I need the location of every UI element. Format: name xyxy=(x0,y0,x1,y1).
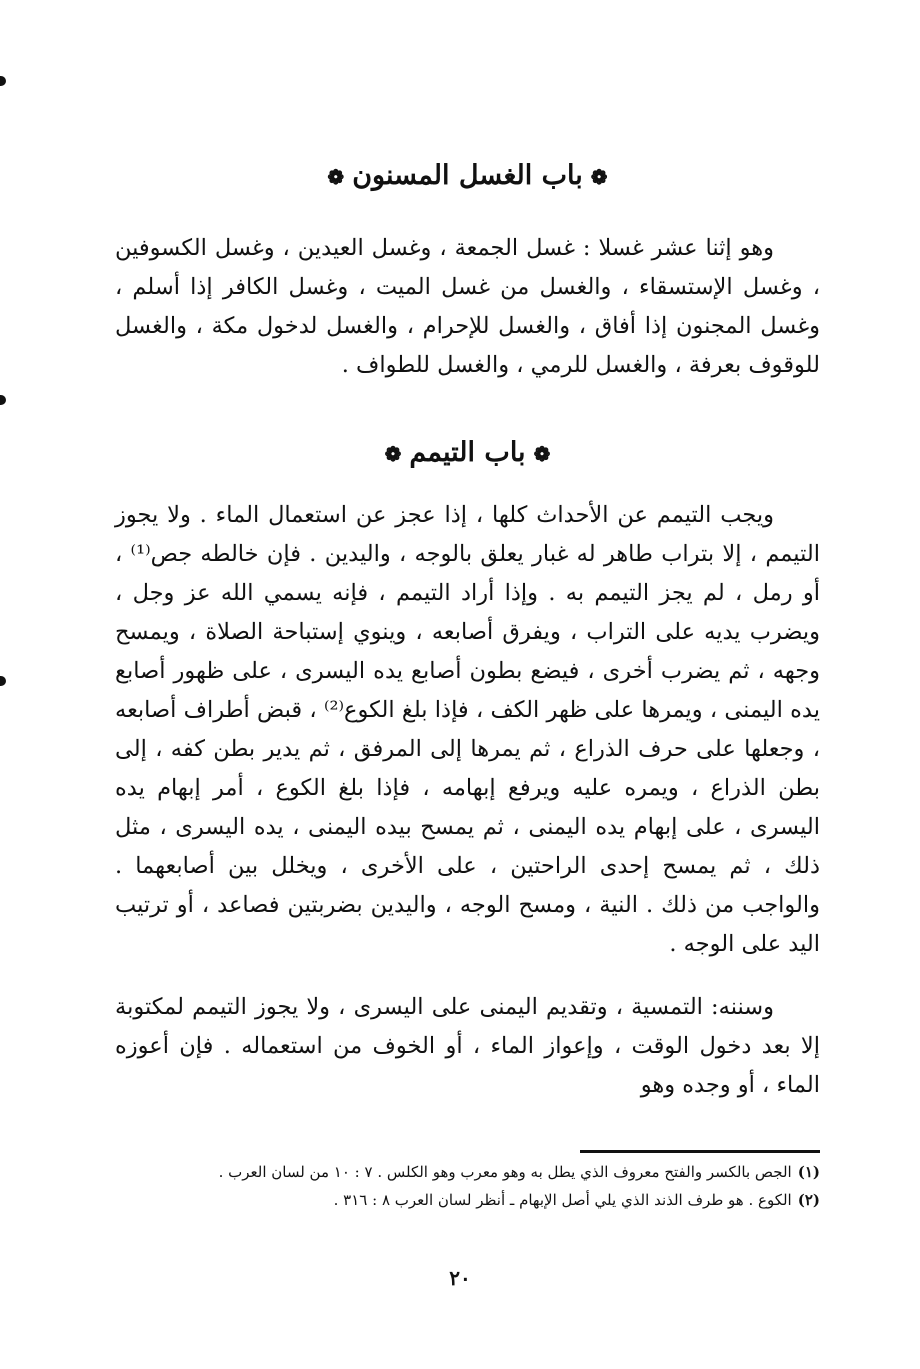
footnote xyxy=(180,1186,820,1214)
margin-mark xyxy=(0,395,6,405)
ornament-icon: ❁ xyxy=(533,441,551,466)
footnote-number: (١) xyxy=(797,1163,820,1181)
ornament-icon: ❁ xyxy=(327,164,345,189)
section-paragraph: وسننه: التمسية ، وتقديم اليمنى على اليسرى ، ولا يجوز التيمم لمكتوبة إلا بعد دخول الوقت ، وإعواز الماء ، أو الخوف من استعماله . فإن أعوزه الماء ، أو وجده وهو xyxy=(115,994,820,1099)
margin-mark xyxy=(0,76,6,86)
section-heading xyxy=(115,435,820,470)
section-paragraph: وهو إثنا عشر غسلا : غسل الجمعة ، وغسل العيدين ، وغسل الكسوفين ، وغسل الإستسقاء ، والغسل من غسل الميت ، وغسل الكافر إذا أسلم ، وغسل المجنون إذا أفاق ، والغسل للإحرام ، والغسل لدخول مكة ، والغسل للوقوف بعرفة ، والغسل للرمي ، والغسل للطواف . xyxy=(115,235,820,379)
footnote-text: الكوع . هو طرف الذند الذي يلي أصل الإبهام ـ أنظر لسان العرب ٨ : ٣١٦ . xyxy=(333,1191,792,1209)
footnote-text: الجص بالكسر والفتح معروف الذي يطل به وهو معرب وهو الكلس . ٧ : ١٠ من لسان العرب . xyxy=(218,1163,792,1181)
ornament-icon: ❁ xyxy=(384,441,402,466)
footnote-number: (٢) xyxy=(797,1191,820,1209)
footnote xyxy=(180,1158,820,1186)
section-paragraph: ويجب التيمم عن الأحداث كلها ، إذا عجز عن استعمال الماء . ولا يجوز التيمم ، إلا بتراب طاهر له غبار يعلق بالوجه ، واليدين . فإن خالطه جص⁽¹⁾ ، أو رمل ، لم يجز التيمم به . وإذا أراد التيمم ، فإنه يسمي الله عز وجل ، ويضرب يديه على التراب ، ويفرق أصابعه ، وينوي إستباحة الصلاة ، ويمسح وجهه ، ثم يضرب أخرى ، فيضع بطون أصابع يده اليسرى ، على ظهور أصابع يده اليمنى ، ويمرها على ظهر الكف ، فإذا بلغ الكوع⁽²⁾ ، قبض أطراف أصابعه ، وجعلها على حرف الذراع ، ثم يمرها إلى المرفق ، ثم يدير بطن كفه ، إلى بطن الذراع ، ويمره عليه ويرفع إبهامه ، فإذا بلغ الكوع ، أمر إبهام يده اليسرى ، على إبهام يده اليمنى ، ثم يمسح بيده اليمنى ، يده اليسرى ، مثل ذلك ، ثم يمسح إحدى الراحتين ، على الأخرى ، ويخلل بين أصابعهما . والواجب من ذلك . النية ، ومسح الوجه ، واليدين بضربتين فصاعد ، أو ترتيب اليد على الوجه . xyxy=(115,502,820,958)
page-body xyxy=(115,150,820,1105)
margin-mark xyxy=(0,676,6,686)
ornament-icon: ❁ xyxy=(590,164,608,189)
footnotes xyxy=(180,1158,820,1214)
section-title: باب التيمم xyxy=(409,437,526,469)
page-number: ٢٠ xyxy=(449,1266,471,1290)
section-heading xyxy=(115,158,820,193)
footnote-divider xyxy=(580,1150,820,1153)
section-title: باب الغسل المسنون xyxy=(352,160,583,191)
